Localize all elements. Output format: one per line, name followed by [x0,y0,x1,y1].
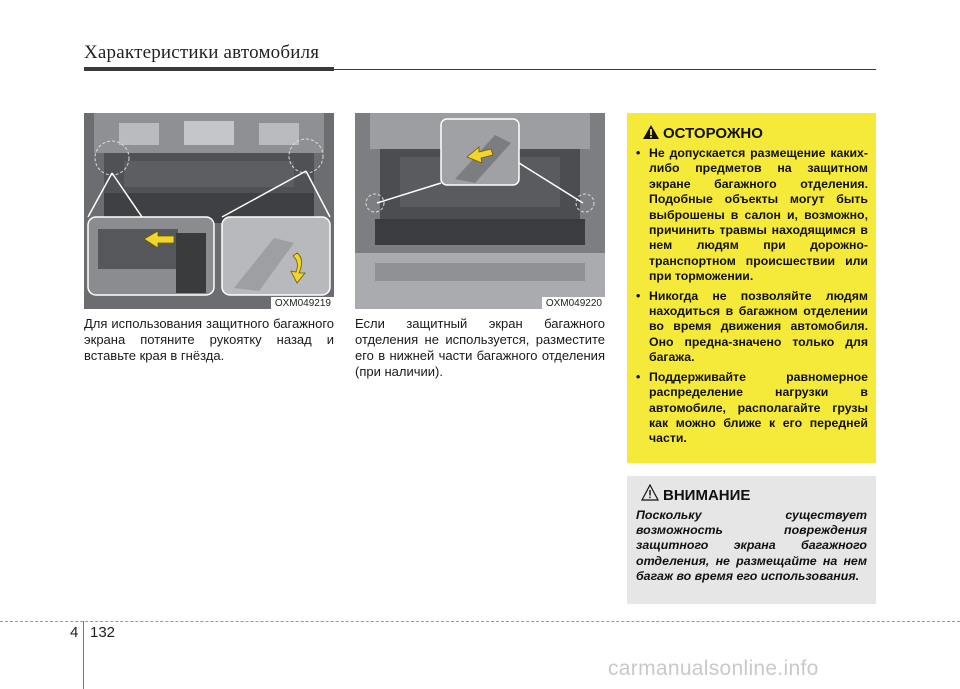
watermark: carmanualsonline.info [608,657,819,680]
warning-title: ОСТОРОЖНО [663,125,763,142]
caution-title: ВНИМАНИЕ [663,487,751,504]
header-rule-thin [334,69,876,70]
figure-caption: OXM049220 [542,297,605,309]
caution-triangle-icon [641,484,659,501]
middle-column-text: Если защитный экран багажного отделения не используется, разместите его в нижней части багажного отделения (при наличии). [355,316,605,379]
warning-item: • Поддерживайте равномерное распределение нагрузки в автомобиле, располагайте грузы как можно ближе к его передней части. [635,370,868,447]
footer-vertical-rule [83,621,84,689]
figure-caption: OXM049219 [271,297,334,309]
footer-divider [0,621,960,622]
warning-box [627,113,876,463]
page-header-title: Характеристики автомобиля [84,42,320,63]
page-number: 132 [90,624,116,641]
figure-cargo-screen-storage [355,113,605,309]
left-column-text: Для использования защитного багажного экрана потяните рукоятку назад и вставьте края в гнёзда. [84,316,334,363]
cargo-storage-photo [355,113,605,309]
warning-triangle-icon [642,124,660,140]
cargo-install-photo [84,113,334,309]
chapter-number: 4 [70,624,79,641]
warning-item: • Никогда не позволяйте людям находиться в багажном отделении во время движения автомобиля. Оно предна-значено только для багажа. [635,289,868,366]
caution-text: Поскольку существует возможность повреждения защитного экрана багажного отделения, не размещайте на нем багаж во время его использования. [636,508,867,583]
warning-item: • Не допускается размещение каких-либо предметов на защитном экране багажного отделения. Подобные объекты могут быть выброшены в салон и, возможно, причинить травмы находящимся в нем людям при дорожно-транспортном происшествии или при торможении. [635,146,868,285]
figure-cargo-screen-install [84,113,334,309]
header-rule-thick [84,67,334,71]
caution-box [627,476,876,604]
warning-list [635,146,868,451]
